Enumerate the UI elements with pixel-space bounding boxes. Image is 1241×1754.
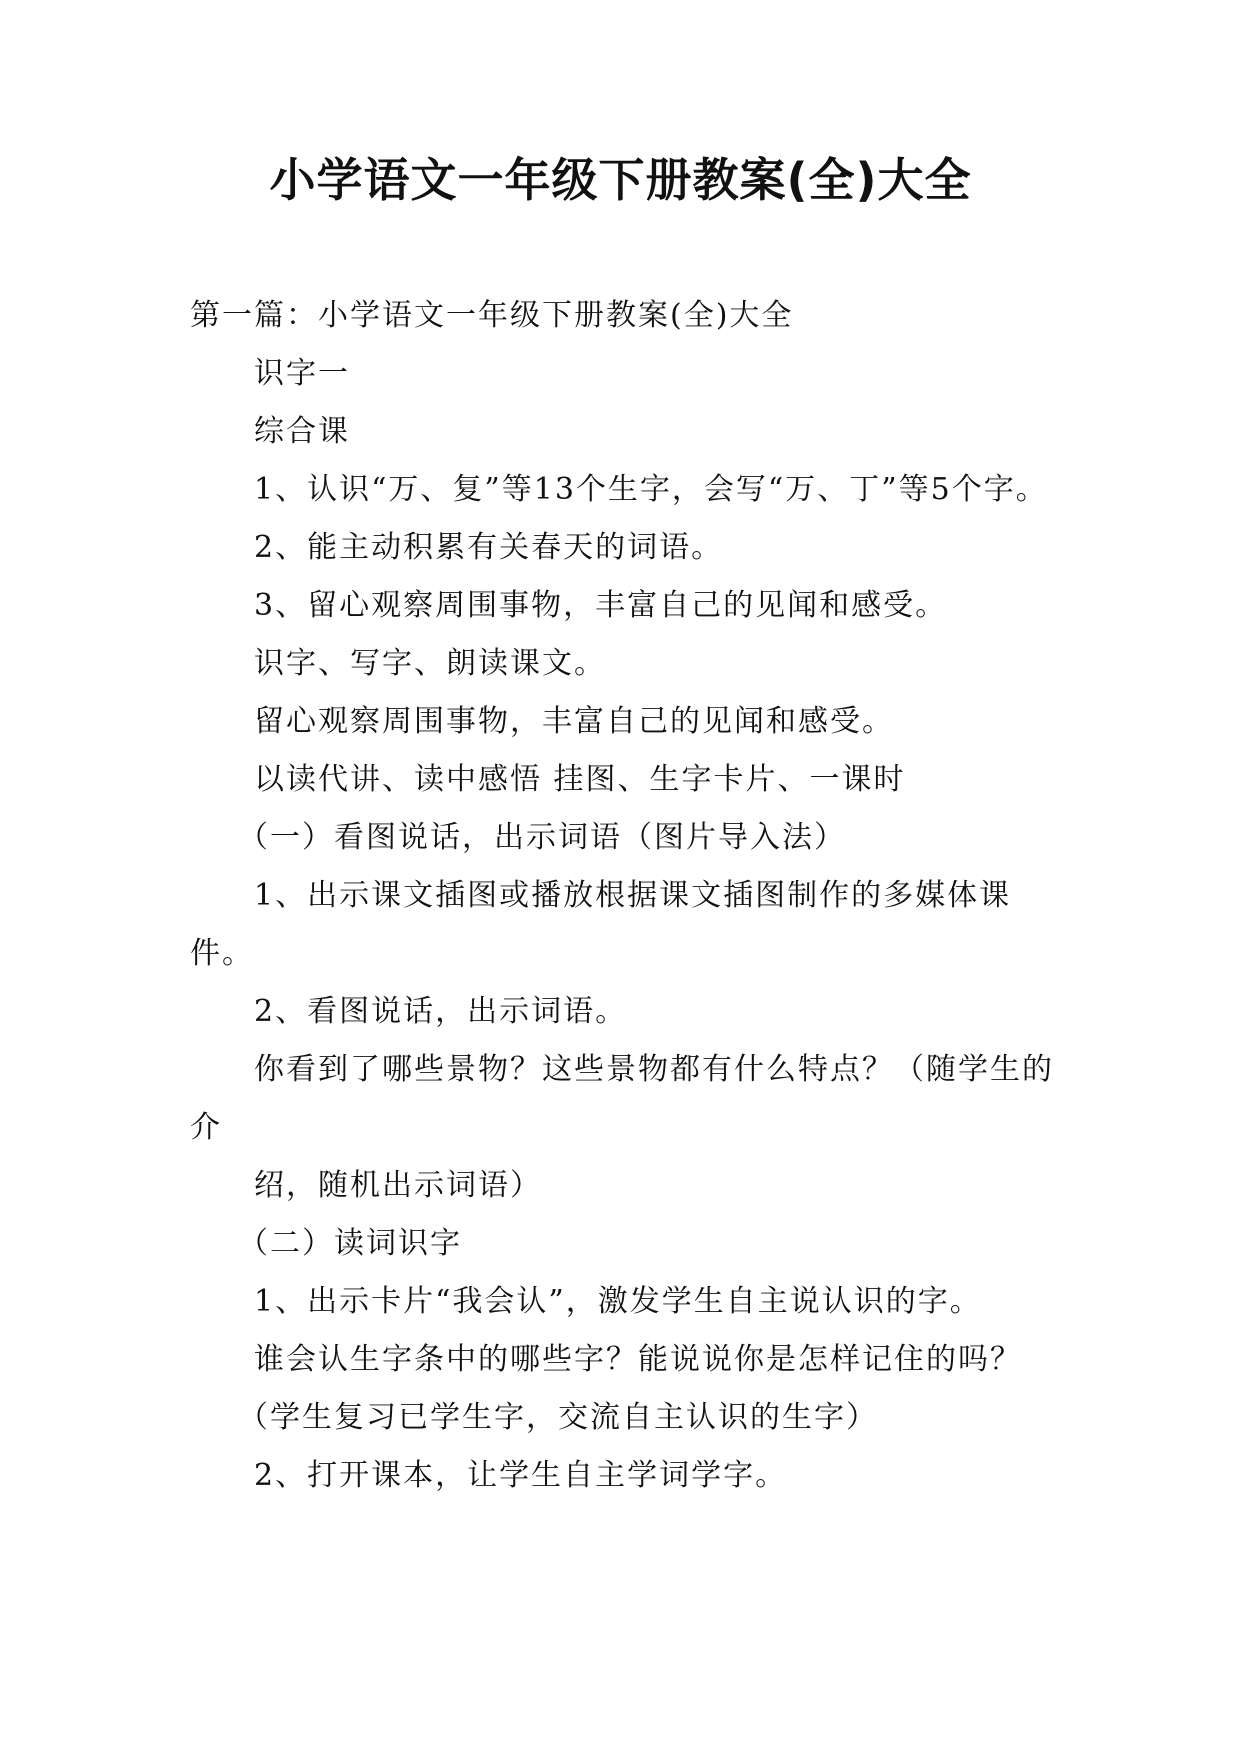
paragraph: 2、看图说话，出示词语。 bbox=[254, 994, 628, 1029]
paragraph: 以读代讲、读中感悟 挂图、生字卡片、一课时 bbox=[254, 762, 906, 797]
paragraph: 1、出示卡片“我会认”，激发学生自主说认识的字。 bbox=[254, 1284, 982, 1319]
paragraph: 你看到了哪些景物？这些景物都有什么特点？（随学生的介 bbox=[190, 1052, 1054, 1145]
paragraph: 3、留心观察周围事物，丰富自己的见闻和感受。 bbox=[254, 588, 948, 623]
paragraph: （学生复习已学生字，交流自主认识的生字） bbox=[238, 1400, 878, 1435]
paragraph: 留心观察周围事物，丰富自己的见闻和感受。 bbox=[254, 704, 894, 739]
document-body bbox=[190, 287, 1060, 1505]
paragraph: 1、认识“万、复”等13个生字，会写“万、丁”等5个字。 bbox=[254, 472, 1048, 507]
paragraph: 识字、写字、朗读课文。 bbox=[254, 646, 606, 681]
document-title: 小学语文一年级下册教案(全)大全 bbox=[269, 153, 972, 207]
paragraph: 绍，随机出示词语） bbox=[254, 1168, 542, 1203]
paragraph: 2、能主动积累有关春天的词语。 bbox=[254, 530, 724, 565]
paragraph: （一）看图说话，出示词语（图片导入法） bbox=[238, 820, 846, 855]
paragraph: 1、出示课文插图或播放根据课文插图制作的多媒体课件。 bbox=[190, 878, 1012, 971]
section-heading: 第一篇：小学语文一年级下册教案(全)大全 bbox=[190, 298, 794, 333]
paragraph: （二）读词识字 bbox=[238, 1226, 462, 1261]
paragraph: 识字一 bbox=[254, 356, 350, 391]
paragraph: 综合课 bbox=[254, 414, 350, 449]
paragraph: 谁会认生字条中的哪些字？能说说你是怎样记住的吗？ bbox=[254, 1342, 1022, 1377]
paragraph: 2、打开课本，让学生自主学词学字。 bbox=[254, 1458, 788, 1493]
